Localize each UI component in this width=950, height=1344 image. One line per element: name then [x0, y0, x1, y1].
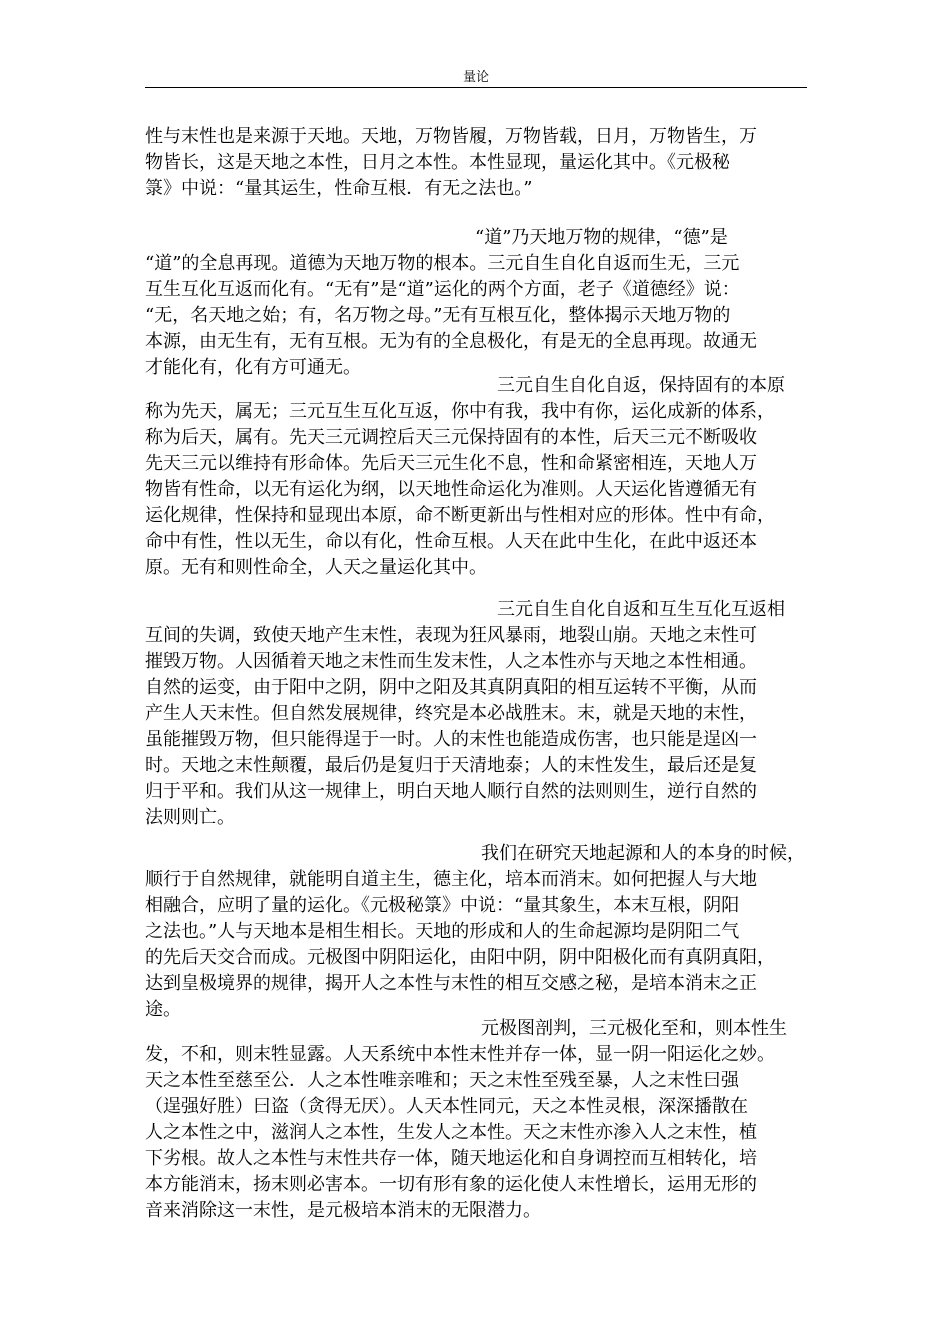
paragraph-4	[145, 597, 809, 831]
text-line: 命中有性，性以无生，命以有化，性命互根。人天在此中生化，在此中返还本	[145, 531, 757, 552]
paragraph-5	[145, 841, 809, 1023]
text-line: “道”的全息再现。道德为天地万物的根本。三元自生自化自返而生无，三元	[145, 253, 740, 274]
text-line: 三元自生自化自返和互生互化互返相	[497, 599, 785, 620]
text-line: 原。无有和则性命全，人天之量运化其中。	[145, 557, 487, 578]
text-line: 的先后天交合而成。元极图中阴阳运化，由阳中阴，阴中阳极化而有真阴真阳，	[145, 947, 775, 968]
text-line: 人之本性之中，滋润人之本性，生发人之本性。天之末性亦渗入人之末性，植	[145, 1122, 757, 1143]
paragraph-6	[145, 1016, 809, 1224]
text-line: 运化规律，性保持和显现出本原，命不断更新出与性相对应的形体。性中有命，	[145, 505, 775, 526]
text-line: 才能化有，化有方可通无。	[145, 357, 361, 378]
text-line: 物皆长，这是天地之本性，日月之本性。本性显现，量运化其中。《元极秘	[145, 152, 730, 173]
text-line: 顺行于自然规律，就能明自道主生，德主化，培本而消末。如何把握人与大地	[145, 869, 757, 890]
text-line: 下劣根。故人之本性与末性共存一体，随天地运化和自身调控而互相转化，培	[145, 1148, 757, 1169]
text-line: 性与末性也是来源于天地。天地，万物皆履，万物皆载，日月，万物皆生，万	[145, 126, 757, 147]
text-line: 归于平和。我们从这一规律上，明白天地人顺行自然的法则则生，逆行自然的	[145, 781, 757, 802]
text-line: 达到皇极境界的规律，揭开人之本性与末性的相互交感之秘，是培本消末之正	[145, 973, 757, 994]
text-line: 先天三元以维持有形命体。先后天三元生化不息，性和命紧密相连，天地人万	[145, 453, 757, 474]
text-line: “无，名天地之始；有，名万物之母。”无有互根互化，整体揭示天地万物的	[145, 305, 731, 326]
text-line: 箓》中说：“量其运生，性命互根．有无之法也。”	[145, 178, 533, 199]
paragraph-3	[145, 373, 809, 581]
text-line: 自然的运变，由于阳中之阴，阴中之阳及其真阴真阳的相互运转不平衡，从而	[145, 677, 757, 698]
text-line: 发，不和，则末牲显露。人天系统中本性末性并存一体，显一阴一阳运化之妙。	[145, 1044, 775, 1065]
text-line: 物皆有性命，以无有运化为纲，以天地性命运化为准则。人天运化皆遵循无有	[145, 479, 757, 500]
text-line: （逞强好胜）曰盗（贪得无厌）。人天本性同元，天之本性灵根，深深播散在	[145, 1096, 748, 1117]
text-line: 元极图剖判，三元极化至和，则本性生	[481, 1018, 787, 1039]
text-line: 称为先天，属无；三元互生互化互返，你中有我，我中有你，运化成新的体系，	[145, 401, 775, 422]
text-line: 互间的失调，致使天地产生末性，表现为狂风暴雨，地裂山崩。天地之末性可	[145, 625, 757, 646]
text-line: 音来消除这一末性，是元极培本消末的无限潜力。	[145, 1200, 541, 1221]
paragraph-2	[145, 225, 809, 381]
text-line: 时。天地之末性颠覆，最后仍是复归于天清地泰；人的末性发生，最后还是复	[145, 755, 757, 776]
text-line: 本方能消末，扬末则必害本。一切有形有象的运化使人末性增长，运用无形的	[145, 1174, 757, 1195]
text-line: 途。	[145, 999, 181, 1020]
text-line: 虽能摧毁万物，但只能得逞于一时。人的末性也能造成伤害，也只能是逞凶一	[145, 729, 757, 750]
text-line: 天之本性至慈至公．人之本性唯亲唯和；天之末性至残至暴，人之末性曰强	[145, 1070, 739, 1091]
text-line: 三元自生自化自返，保持固有的本原	[497, 375, 785, 396]
text-line: 称为后天，属有。先天三元调控后天三元保持固有的本性，后天三元不断吸收	[145, 427, 757, 448]
text-line: 相融合，应明了量的运化。《元极秘箓》中说：“量其象生，本末互根，阴阳	[145, 895, 740, 916]
text-line: 我们在研究天地起源和人的本身的时候，	[481, 843, 805, 864]
text-line: 产生人天末性。但自然发展规律，终究是本必战胜末。末，就是天地的末性，	[145, 703, 757, 724]
paragraph-1	[145, 124, 809, 202]
text-line: 之法也。”人与天地本是相生相长。天地的形成和人的生命起源均是阴阳二气	[145, 921, 740, 942]
text-line: 摧毁万物。人因循着天地之末性而生发末性，人之本性亦与天地之本性相通。	[145, 651, 757, 672]
header-rule	[145, 87, 807, 88]
text-line: 法则则亡。	[145, 807, 235, 828]
page-header-title: 量论	[462, 70, 489, 85]
text-line: 互生互化互返而化有。“无有”是“道”运化的两个方面，老子《道德经》说：	[145, 279, 740, 300]
text-line: “道”乃天地万物的规律，“德”是	[475, 227, 728, 248]
text-line: 本源，由无生有，无有互根。无为有的全息极化，有是无的全息再现。故通无	[145, 331, 757, 352]
